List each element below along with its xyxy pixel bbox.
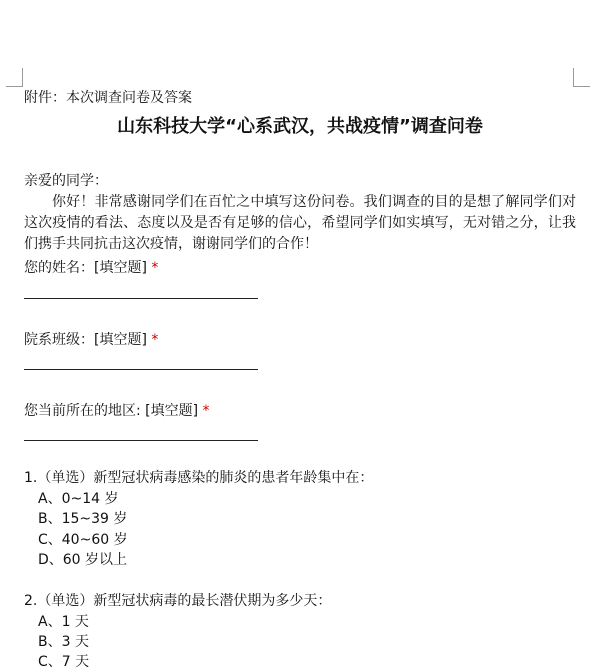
question-2-option-a[interactable]: A、1 天: [38, 614, 89, 630]
question-1-option-a[interactable]: A、0~14 岁: [38, 491, 119, 507]
required-mark: *: [151, 332, 159, 348]
field-name-label: [24, 258, 158, 278]
question-1-option-d[interactable]: D、60 岁以上: [38, 552, 128, 568]
field-name-text: 您的姓名：[填空题]: [24, 260, 147, 276]
page-corner-mark-right: [573, 68, 590, 87]
question-2-option-c[interactable]: C、7 天: [38, 654, 90, 670]
greeting: 亲爱的同学：: [24, 173, 108, 189]
question-1-option-c[interactable]: C、40~60 岁: [38, 532, 128, 548]
required-mark: *: [202, 403, 210, 419]
field-region-label: [24, 401, 210, 421]
required-mark: *: [151, 260, 159, 276]
page-title: 山东科技大学“心系武汉，共战疫情”调查问卷: [117, 116, 483, 137]
field-class-text: 院系班级：[填空题]: [24, 332, 147, 348]
page-corner-mark-left: [6, 68, 23, 87]
intro-text: 你好！非常感谢同学们在百忙之中填写这份问卷。我们调查的目的是想了解同学们对这次疫情的看法、态度以及是否有足够的信心，希望同学们如实填写，无对错之分，让我们携手共同抗击这次疫情，谢谢同学们的合作！: [24, 194, 576, 252]
field-class-label: [24, 330, 158, 350]
attachment-label: 附件：本次调查问卷及答案: [24, 90, 192, 106]
question-1-option-b[interactable]: B、15~39 岁: [38, 511, 128, 527]
field-region-input-line[interactable]: [24, 440, 258, 441]
field-name-input-line[interactable]: [24, 298, 258, 299]
intro-paragraph: [24, 192, 576, 255]
question-2-option-b[interactable]: B、3 天: [38, 634, 89, 650]
question-1-title: 1.（单选）新型冠状病毒感染的肺炎的患者年龄集中在：: [24, 470, 374, 486]
field-class-input-line[interactable]: [24, 369, 258, 370]
question-2-title: 2.（单选）新型冠状病毒的最长潜伏期为多少天：: [24, 593, 332, 609]
field-region-text: 您当前所在的地区: [填空题]: [24, 403, 199, 419]
